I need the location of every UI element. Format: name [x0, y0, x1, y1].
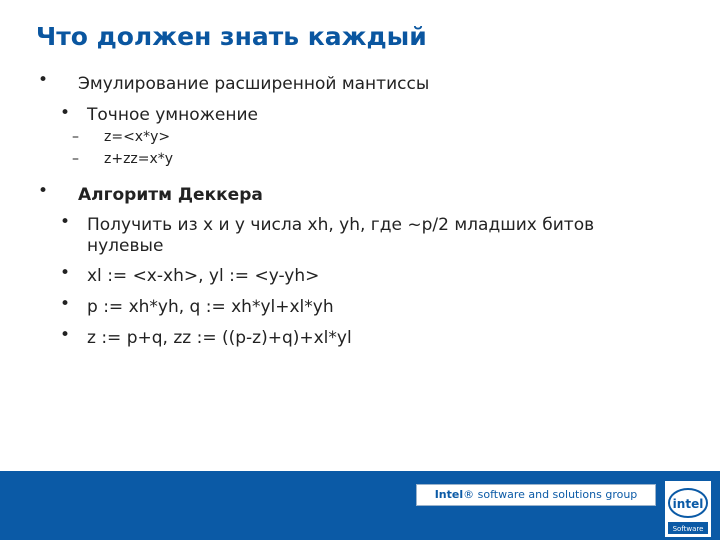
bullet-dot: •: [38, 181, 49, 201]
list-item: z := p+q, zz := ((p-z)+q)+xl*yl: [87, 328, 352, 348]
dash-marker: –: [72, 129, 79, 145]
list-item: z+zz=x*y: [104, 151, 174, 167]
footer-signature: [416, 484, 656, 506]
bullet-dot: •: [60, 103, 71, 123]
slide-title: Что должен знать каждый: [36, 22, 427, 51]
tagline: software and solutions group: [477, 488, 638, 501]
section-heading-mantissa: Эмулирование расширенной мантиссы: [78, 74, 430, 94]
list-item: p := xh*yh, q := xh*yl+xl*yh: [87, 297, 334, 317]
bullet-dot: •: [60, 325, 71, 345]
intel-software-logo: [665, 481, 711, 537]
dash-marker: –: [72, 151, 79, 167]
subheading-exact-multiplication: Точное умножение: [87, 105, 259, 125]
list-item-continuation: нулевые: [87, 236, 164, 256]
bullet-dot: •: [60, 212, 71, 232]
registered-mark: ®: [463, 488, 475, 501]
list-item: z=<x*y>: [104, 129, 171, 145]
footer-band: [0, 471, 720, 540]
logo-text: intel: [672, 497, 704, 511]
bullet-dot: •: [60, 294, 71, 314]
list-item: xl := <x-xh>, yl := <y-yh>: [87, 266, 320, 286]
bullet-dot: •: [38, 70, 49, 90]
logo-subtext: Software: [672, 525, 704, 533]
section-heading-dekker: Алгоритм Деккера: [78, 185, 263, 205]
brand-name: Intel: [434, 488, 464, 501]
bullet-dot: •: [60, 263, 71, 283]
list-item: Получить из x и y числа xh, yh, где ~p/2 младших битов: [87, 215, 595, 235]
